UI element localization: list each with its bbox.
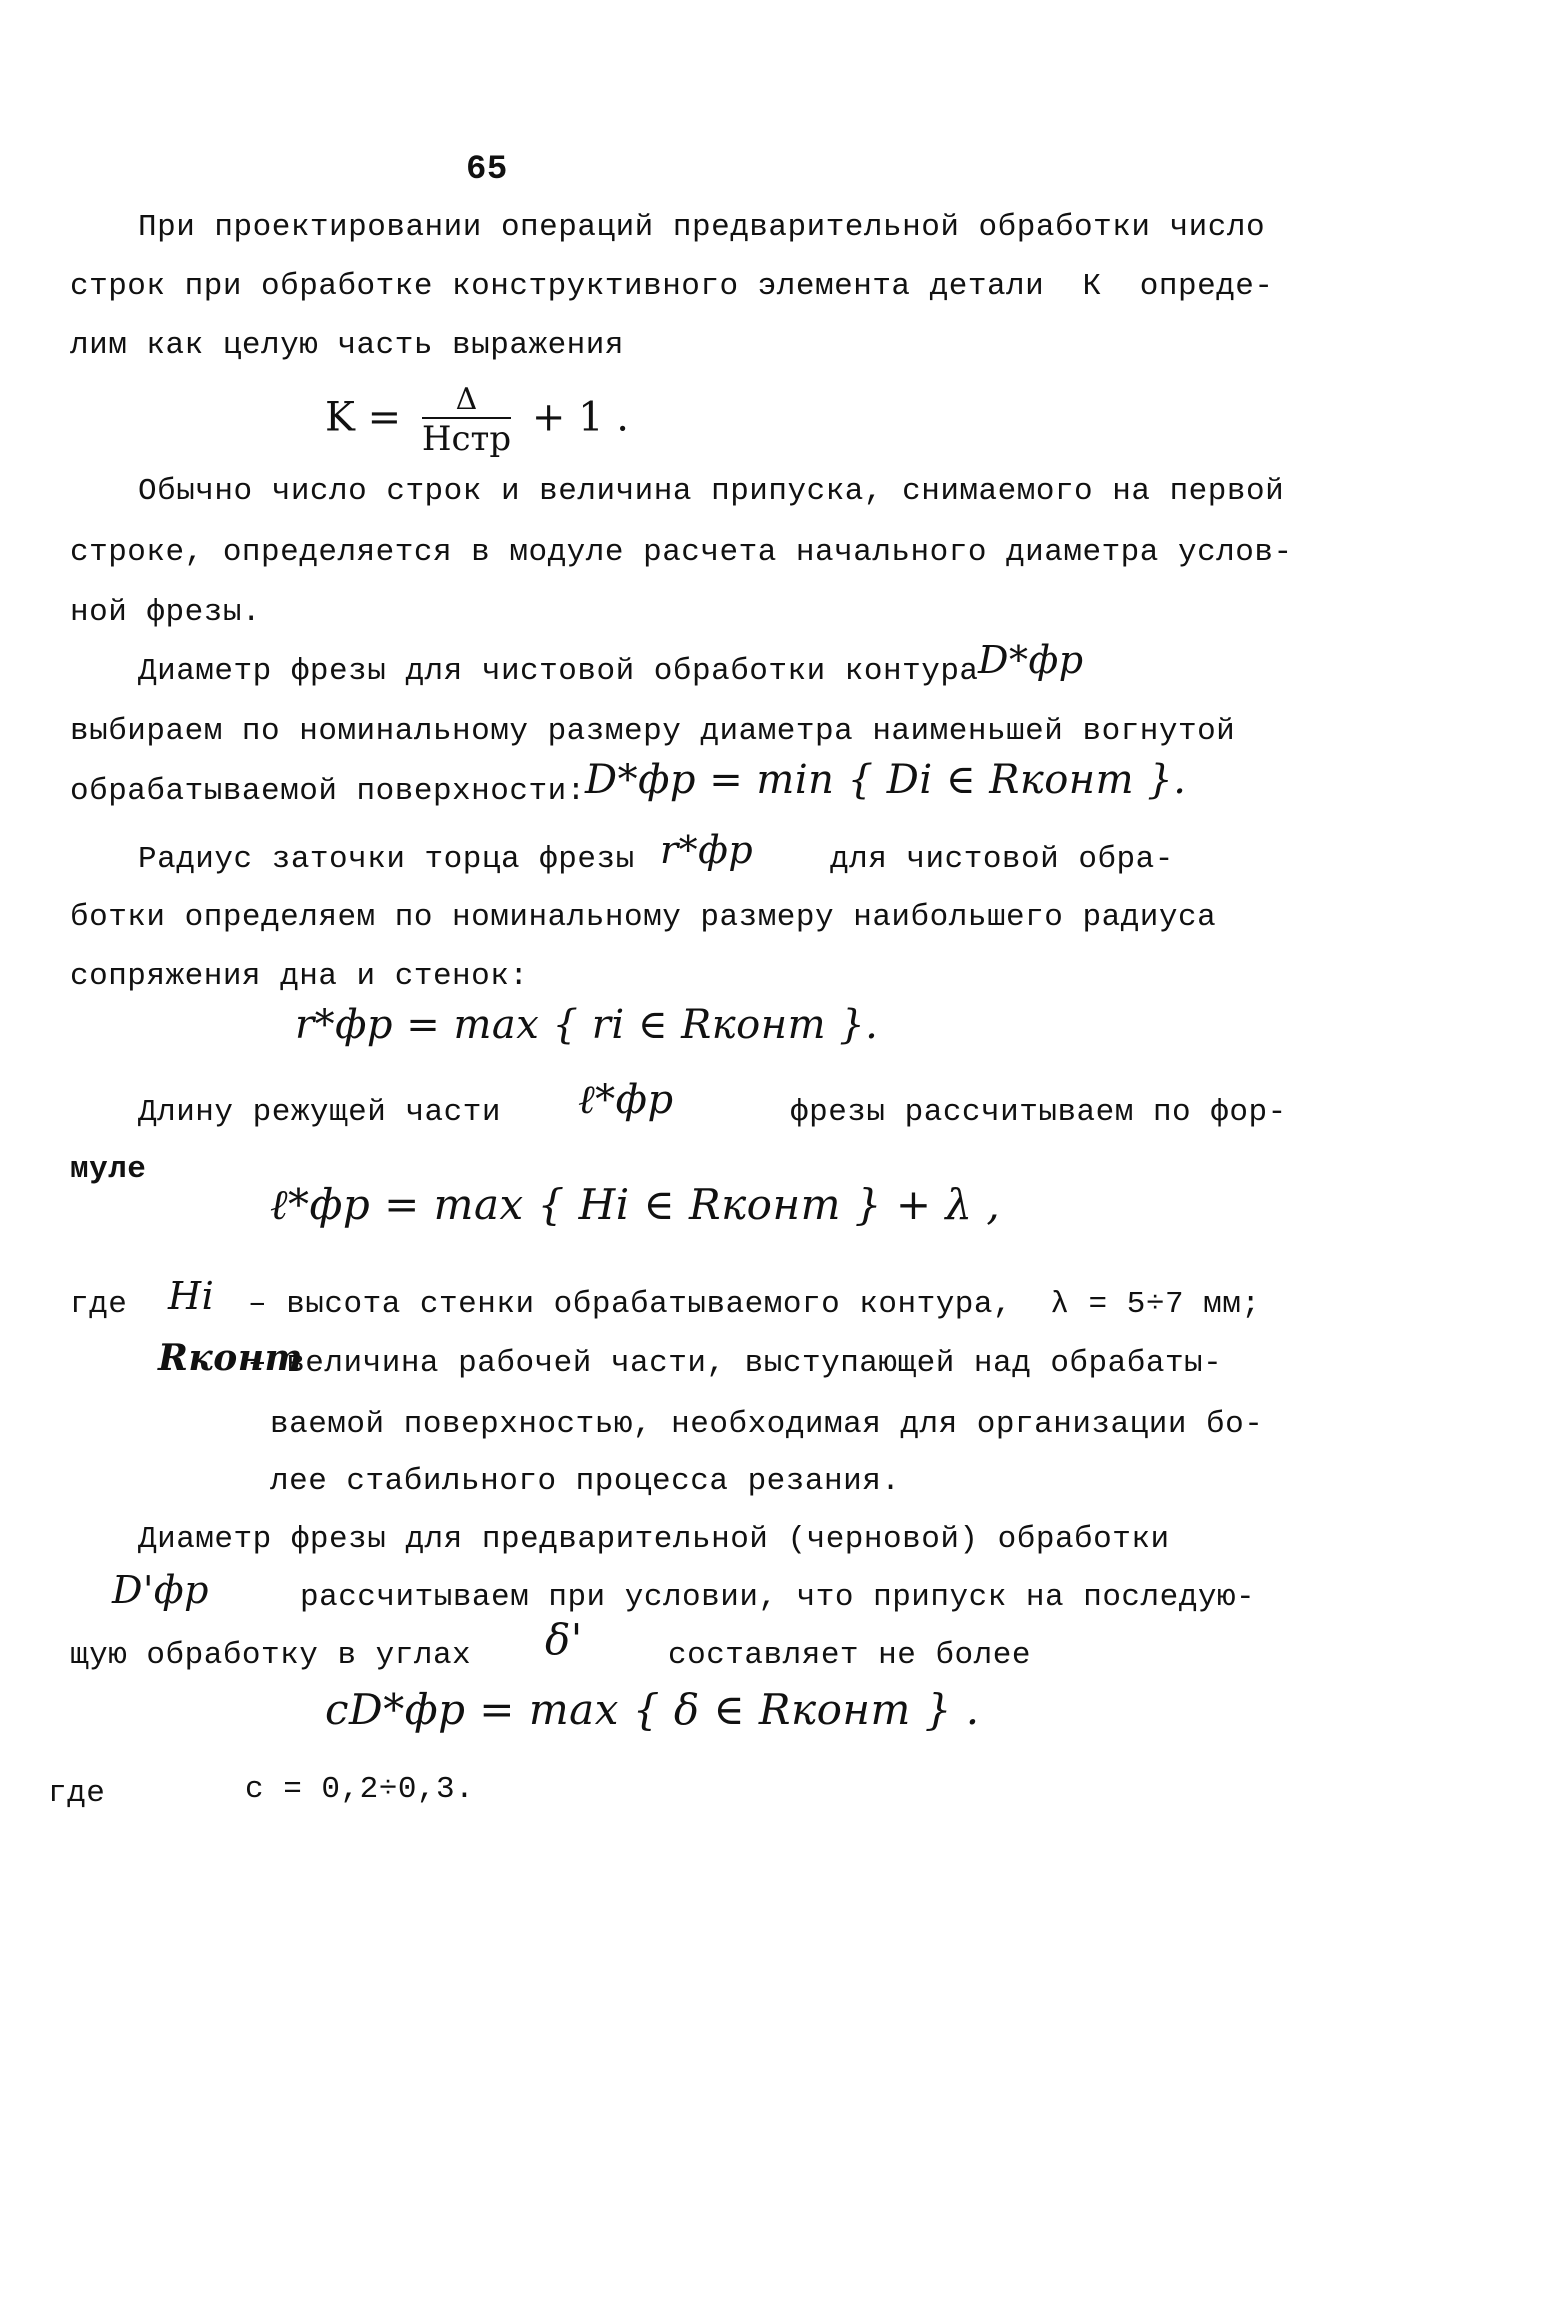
formula-k-numerator: Δ [422, 382, 511, 419]
paragraph-5-symbol: ℓ*фр [578, 1077, 674, 1123]
paragraph-6-line-3a: щую обработку в углах [70, 1638, 472, 1673]
definition-r-text-1: – величина рабочей части, выступающей над обрабаты- [248, 1346, 1223, 1381]
paragraph-6-line-2: рассчитываем при условии, что припуск на последую- [300, 1580, 1256, 1615]
paragraph-4-line-1a: Радиус заточки торца фрезы [138, 842, 635, 877]
formula-k-denominator: Hстр [421, 419, 512, 459]
formula-r-fr: r*фр = max { ri ∈ Rконт }. [295, 1002, 879, 1048]
paragraph-4-line-1b: для чистовой обра- [830, 842, 1174, 877]
formula-l-fr: ℓ*фр = max { Hi ∈ Rконт } + λ , [270, 1180, 1001, 1229]
paragraph-5-line-1b: фрезы рассчитываем по фор- [790, 1095, 1287, 1130]
paragraph-3-symbol: D*фр [978, 638, 1084, 682]
paragraph-2-line-1: Обычно число строк и величина припуска, снимаемого на первой [138, 474, 1285, 509]
definition-r-text-2: ваемой поверхностью, необходимая для организации бо- [270, 1407, 1264, 1442]
formula-cd-fr: cD*фр = max { δ ∈ Rконт } . [325, 1685, 980, 1734]
paragraph-3-line-1: Диаметр фрезы для чистовой обработки контура [138, 654, 979, 689]
final-text: c = 0,2÷0,3. [245, 1772, 475, 1807]
paragraph-4-line-3: сопряжения дна и стенок: [70, 959, 529, 994]
paragraph-4-symbol: r*фр [660, 828, 754, 872]
paragraph-1-line-1: При проектировании операций предварительной обработки число [138, 210, 1266, 245]
definition-r-symbol: Rконт [158, 1337, 304, 1379]
definition-hi-symbol: Hi [168, 1274, 215, 1318]
paragraph-3-line-3: обрабатываемой поверхности: [70, 774, 586, 809]
definition-hi-text: – высота стенки обрабатываемого контура, λ = 5÷7 мм; [248, 1287, 1261, 1322]
formula-k-tail: + 1 . [531, 394, 629, 441]
paragraph-5-line-2: муле [70, 1152, 147, 1187]
paragraph-6-symbol: D'фр [112, 1568, 209, 1612]
paragraph-3-line-2: выбираем по номинальному размеру диаметра наименьшей вогнутой [70, 714, 1236, 749]
paragraph-1-line-2: строк при обработке конструктивного элемента детали К опреде- [70, 269, 1274, 304]
paragraph-2-line-2: строке, определяется в модуле расчета начального диаметра услов- [70, 535, 1293, 570]
paragraph-6-delta-symbol: δ' [545, 1615, 583, 1664]
final-where: где [48, 1776, 106, 1811]
formula-k-lhs: K = [325, 394, 402, 441]
formula-k-fraction [422, 382, 511, 459]
page-number: 65 [466, 151, 508, 189]
paragraph-1-line-3: лим как целую часть выражения [70, 328, 624, 363]
paragraph-6-line-3b: составляет не более [668, 1638, 1031, 1673]
paragraph-4-line-2: ботки определяем по номинальному размеру наибольшего радиуса [70, 900, 1217, 935]
definitions-where: где [70, 1287, 128, 1322]
paragraph-2-line-3: ной фрезы. [70, 595, 262, 630]
paragraph-6-line-1: Диаметр фрезы для предварительной (черновой) обработки [138, 1522, 1170, 1557]
paragraph-5-line-1a: Длину режущей части [138, 1095, 501, 1130]
formula-d-fr: D*фр = min { Di ∈ Rконт }. [585, 757, 1187, 803]
definition-r-text-3: лее стабильного процесса резания. [270, 1464, 901, 1499]
formula-k [325, 382, 629, 459]
